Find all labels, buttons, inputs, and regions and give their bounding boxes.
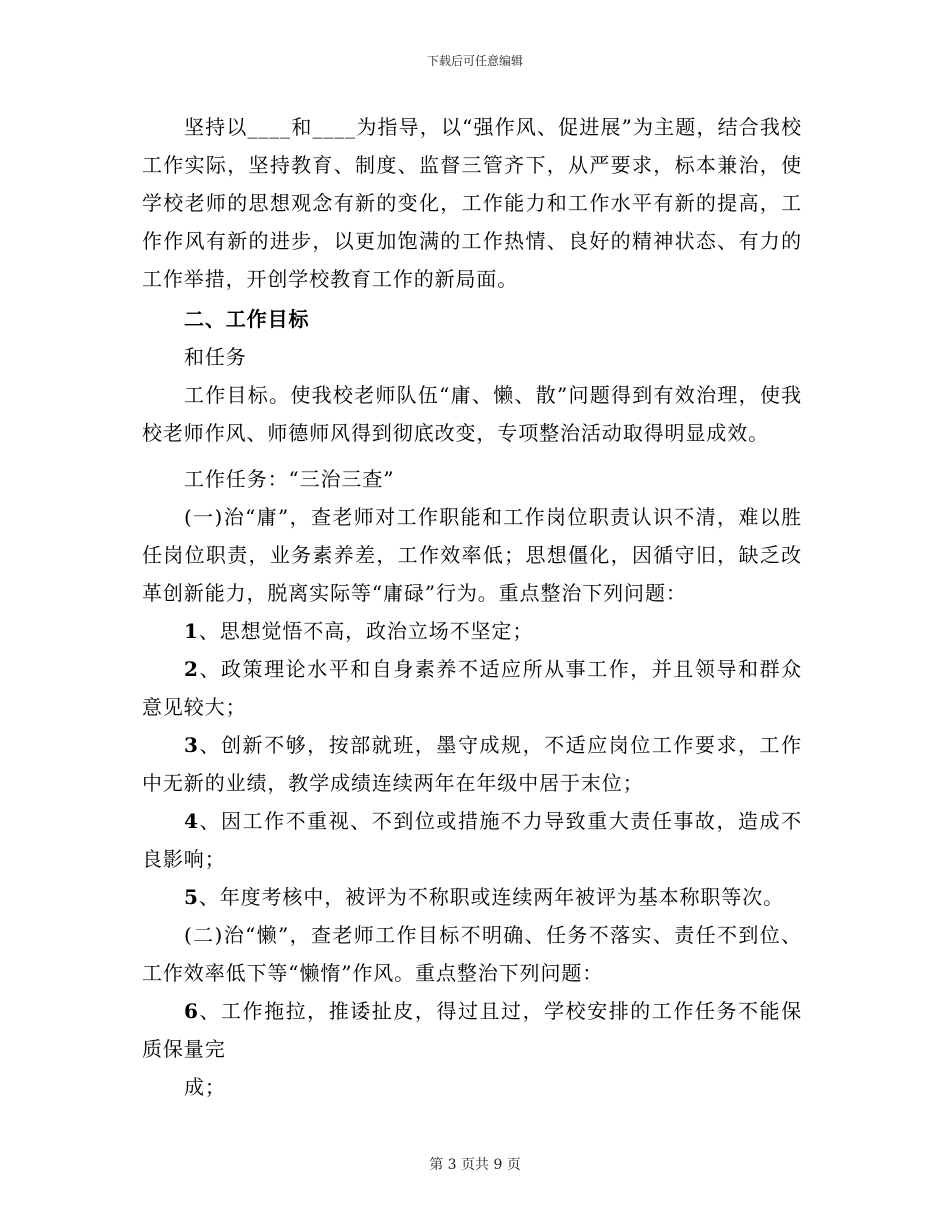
section-heading-goals: 二、工作目标 — [184, 307, 310, 331]
paragraph-work-goal: 工作目标。使我校老师队伍“庸、懒、散”问题得到有效治理，使我校老师作风、师德师风得到彻底改变，专项整治活动取得明显成效。 — [142, 383, 802, 445]
list-item-number: 2 — [184, 657, 199, 681]
list-item — [142, 612, 802, 650]
list-item-number: 6 — [184, 999, 199, 1023]
list-item — [142, 726, 802, 802]
list-item-text: 、政策理论水平和自身素养不适应所从事工作，并且领导和群众意见较大； — [142, 657, 802, 719]
list-item-text: 、创新不够，按部就班，墨守成规，不适应岗位工作要求，工作中无新的业绩，教学成绩连续两年在年级中居于末位； — [142, 733, 802, 795]
list-item-text: 、思想觉悟不高，政治立场不坚定； — [198, 619, 534, 643]
paragraph-work-task: 工作任务：“三治三查” — [184, 467, 395, 491]
section-heading-continuation: 和任务 — [184, 345, 247, 369]
paragraph-fix-mediocrity: (一)治“庸”，查老师对工作职能和工作岗位职责认识不清，难以胜任岗位职责，业务素养差，工作效率低；思想僵化，因循守旧，缺乏改革创新能力，脱离实际等“庸碌”行为。重点整治下列问题： — [142, 505, 802, 605]
list-item — [142, 992, 802, 1068]
page-header: 下载后可任意编辑 — [426, 54, 523, 68]
page-number: 第 3 页共 9 页 — [429, 1157, 521, 1173]
list-item — [142, 878, 802, 916]
list-item-number: 5 — [184, 885, 199, 909]
document-body — [142, 108, 802, 1106]
list-item-number: 1 — [184, 619, 199, 643]
list-item — [142, 802, 802, 878]
list-item-number: 4 — [184, 809, 199, 833]
list-item — [142, 650, 802, 726]
list-item-number: 3 — [184, 733, 199, 757]
list-item-continuation: 成； — [184, 1075, 226, 1099]
list-item-text: 、年度考核中，被评为不称职或连续两年被评为基本称职等次。 — [198, 885, 785, 909]
paragraph-guideline: 坚持以____和____为指导，以“强作风、促进展”为主题，结合我校工作实际，坚持教育、制度、监督三管齐下，从严要求，标本兼治，使学校老师的思想观念有新的变化，工作能力和工作水平有新的提高，工作作风有新的进步，以更加饱满的工作热情、良好的精神状态、有力的工作举措，开创学校教育工作的新局面。 — [142, 115, 802, 291]
list-item-text: 、因工作不重视、不到位或措施不力导致重大责任事故，造成不良影响； — [142, 809, 802, 871]
list-item-text: 、工作拖拉，推诿扯皮，得过且过，学校安排的工作任务不能保质保量完 — [142, 999, 802, 1061]
paragraph-fix-laziness: (二)治“懒”，查老师工作目标不明确、任务不落实、责任不到位、工作效率低下等“懒惰”作风。重点整治下列问题： — [142, 923, 802, 985]
